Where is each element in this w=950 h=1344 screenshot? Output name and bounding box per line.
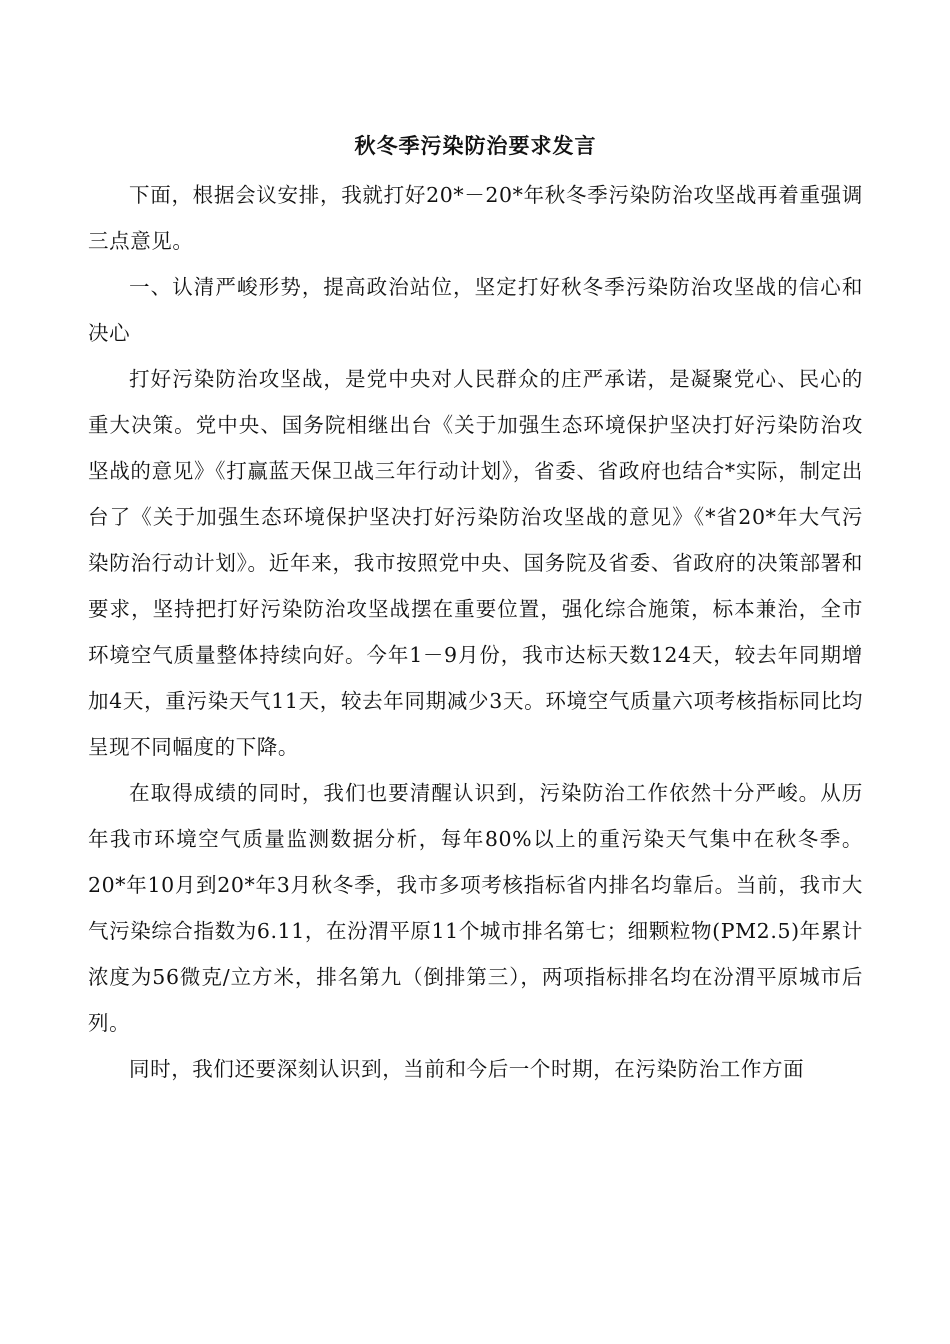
paragraph-achievements: 打好污染防治攻坚战，是党中央对人民群众的庄严承诺，是凝聚党心、民心的重大决策。党中央、国务院相继出台《关于加强生态环境保护坚决打好污染防治攻坚战的意见》《打赢蓝天保卫战三年行动计划》，省委、省政府也结合*实际，制定出台了《关于加强生态环境保护坚决打好污染防治攻坚战的意见》《*省20*年大气污染防治行动计划》。近年来，我市按照党中央、国务院及省委、省政府的决策部署和要求，坚持把打好污染防治攻坚战摆在重要位置，强化综合施策，标本兼治，全市环境空气质量整体持续向好。今年1－9月份，我市达标天数124天，较去年同期增加4天，重污染天气11天，较去年同期减少3天。环境空气质量六项考核指标同比均呈现不同幅度的下降。 [88,367,863,759]
document-title: 秋冬季污染防治要求发言 [354,133,597,158]
paragraph-continuation: 同时，我们还要深刻认识到，当前和今后一个时期，在污染防治工作方面 [129,1057,805,1081]
document-page [88,134,863,1092]
section-heading-1: 一、认清严峻形势，提高政治站位，坚定打好秋冬季污染防治攻坚战的信心和决心 [88,275,863,345]
paragraph-severity: 在取得成绩的同时，我们也要清醒认识到，污染防治工作依然十分严峻。从历年我市环境空气质量监测数据分析，每年80%以上的重污染天气集中在秋冬季。20*年10月到20*年3月秋冬季，我市多项考核指标省内排名均靠后。当前，我市大气污染综合指数为6.11，在汾渭平原11个城市排名第七；细颗粒物(PM2.5)年累计浓度为56微克/立方米，排名第九（倒排第三），两项指标排名均在汾渭平原城市后列。 [88,781,863,1035]
paragraph-intro: 下面，根据会议安排，我就打好20*－20*年秋冬季污染防治攻坚战再着重强调三点意见。 [88,183,863,253]
